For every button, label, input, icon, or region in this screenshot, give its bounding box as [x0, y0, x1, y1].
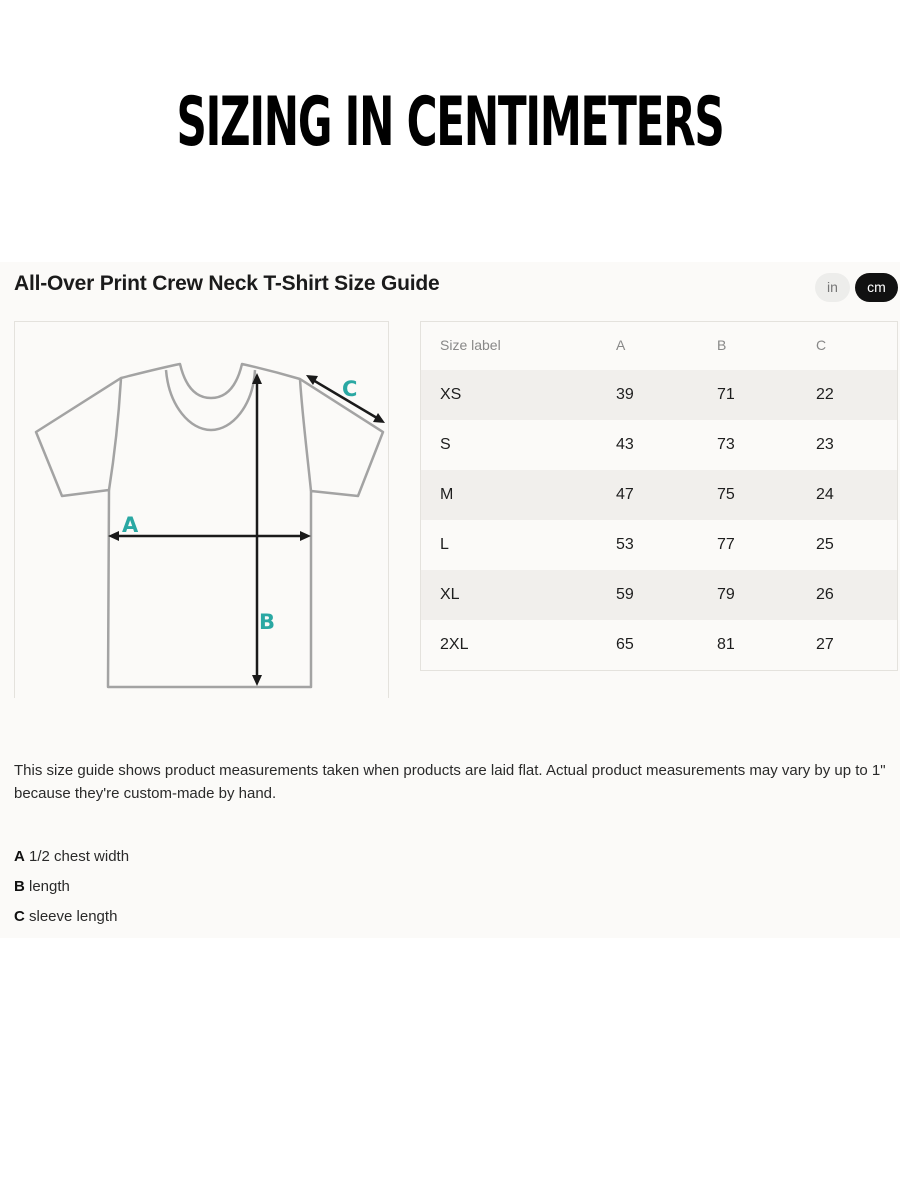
size-label-cell: S [440, 436, 451, 453]
b-value-cell: 75 [717, 486, 735, 503]
legend-text-b: length [24, 878, 70, 895]
table-header-c: C [816, 337, 827, 353]
size-label-cell: XL [440, 586, 460, 603]
table-row [421, 520, 897, 570]
table-row [421, 370, 897, 420]
page-title: SIZING IN CENTIMETERS [176, 83, 724, 162]
unit-centimeters-button[interactable]: cm [855, 273, 898, 302]
legend-item-a [14, 842, 129, 872]
a-value-cell: 43 [616, 436, 634, 453]
size-guide-panel [0, 262, 900, 938]
tshirt-measurement-diagram [14, 321, 389, 698]
c-value-cell: 26 [816, 586, 834, 603]
table-header-a: A [616, 337, 626, 353]
measurement-arrows [108, 373, 385, 686]
legend-key-c: C [14, 908, 25, 925]
a-value-cell: 59 [616, 586, 634, 603]
a-value-cell: 47 [616, 486, 634, 503]
size-label-cell: L [440, 536, 449, 553]
size-guide-title: All-Over Print Crew Neck T-Shirt Size Guide [14, 272, 440, 295]
table-header-b: B [717, 337, 727, 353]
size-table [420, 321, 898, 671]
measurement-legend [14, 842, 129, 932]
measurement-label-a: A [122, 513, 139, 537]
legend-key-a: A [14, 848, 25, 865]
table-row [421, 570, 897, 620]
table-header-row [421, 322, 897, 370]
legend-text-c: sleeve length [24, 908, 118, 925]
b-value-cell: 73 [717, 436, 735, 453]
a-value-cell: 53 [616, 536, 634, 553]
tshirt-outline [36, 364, 383, 687]
unit-toggle [815, 273, 898, 302]
size-label-cell: XS [440, 386, 462, 403]
a-value-cell: 65 [616, 636, 634, 653]
table-row [421, 470, 897, 520]
b-value-cell: 79 [717, 586, 735, 603]
legend-text-a: 1/2 chest width [24, 848, 130, 865]
legend-key-b: B [14, 878, 25, 895]
table-header-size-label: Size label [440, 337, 501, 353]
tshirt-diagram-svg [15, 322, 390, 699]
measurement-label-c: C [342, 377, 358, 401]
measurement-label-b: B [259, 610, 276, 634]
c-value-cell: 24 [816, 486, 834, 503]
b-value-cell: 77 [717, 536, 735, 553]
table-row [421, 620, 897, 670]
b-value-cell: 81 [717, 636, 735, 653]
c-value-cell: 22 [816, 386, 834, 403]
size-label-cell: 2XL [440, 636, 469, 653]
a-value-cell: 39 [616, 386, 634, 403]
legend-item-c [14, 902, 129, 932]
unit-inches-button[interactable]: in [815, 273, 850, 302]
c-value-cell: 27 [816, 636, 834, 653]
c-value-cell: 23 [816, 436, 834, 453]
table-row [421, 420, 897, 470]
measurement-note: This size guide shows product measurements taken when products are laid flat. Actual product measurements may vary by up to 1" because they're custom-made by hand. [14, 762, 886, 802]
legend-item-b [14, 872, 129, 902]
size-label-cell: M [440, 486, 454, 503]
b-value-cell: 71 [717, 386, 735, 403]
c-value-cell: 25 [816, 536, 834, 553]
